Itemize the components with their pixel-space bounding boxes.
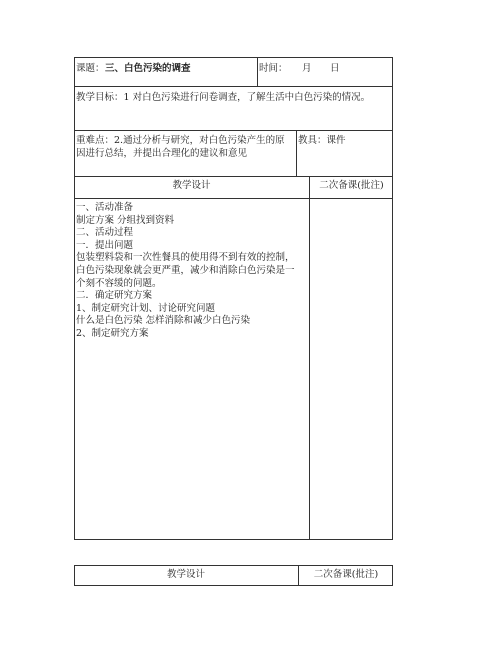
- design-line: 包装塑料袋和一次性餐具的使用得不到有效的控制，: [76, 252, 295, 264]
- footer-revision-header: 二次备课(批注): [313, 569, 379, 580]
- design-line: 什么是白色污染 怎样消除和减少白色污染: [76, 315, 251, 327]
- teaching-aid: 教具：课件: [298, 135, 346, 146]
- month-label: 月: [302, 63, 312, 74]
- topic-title: 三、白色污染的调查: [105, 63, 191, 74]
- key-points-line-2: 因进行总结，并提出合理化的建议和意见: [76, 148, 248, 159]
- design-header: 教学设计: [172, 180, 211, 191]
- row-divider-3: [74, 176, 393, 177]
- design-line: 二、活动过程: [76, 227, 134, 239]
- time-label: 时间：: [259, 63, 288, 74]
- design-content: [76, 202, 308, 341]
- design-line: 二．确定研究方案: [76, 290, 153, 302]
- revision-header: 二次备课(批注): [319, 180, 384, 191]
- col-divider-title-time: [257, 57, 258, 86]
- row-divider-1: [74, 86, 393, 87]
- footer-design-header: 教学设计: [166, 569, 205, 580]
- design-line: 一、活动准备: [76, 202, 134, 213]
- design-line: 2、制定研究方案: [76, 327, 149, 339]
- key-points-line-1: 重难点：2.通过分析与研究，对白色污染产生的原: [76, 135, 285, 146]
- design-line: 一．提出问题: [76, 239, 134, 251]
- design-line: 白色污染现象就会更严重，减少和消除白色污染是一: [76, 264, 295, 276]
- teaching-objective: 教学目标：1 对白色污染进行问卷调查，了解生活中白色污染的情况。: [76, 92, 371, 103]
- design-line: 1、制定研究计划、讨论研究问题: [76, 302, 216, 314]
- design-line: 个刻不容缓的问题。: [76, 277, 162, 289]
- topic-label: 课题：: [76, 63, 105, 74]
- row-divider-2: [74, 130, 393, 131]
- col-divider-keypoints-aid: [296, 130, 297, 176]
- row-divider-4: [74, 198, 393, 199]
- col-divider-design-revision: [309, 176, 310, 540]
- design-line: 制定方案 分组找到资料: [76, 214, 175, 226]
- day-label: 日: [330, 63, 340, 74]
